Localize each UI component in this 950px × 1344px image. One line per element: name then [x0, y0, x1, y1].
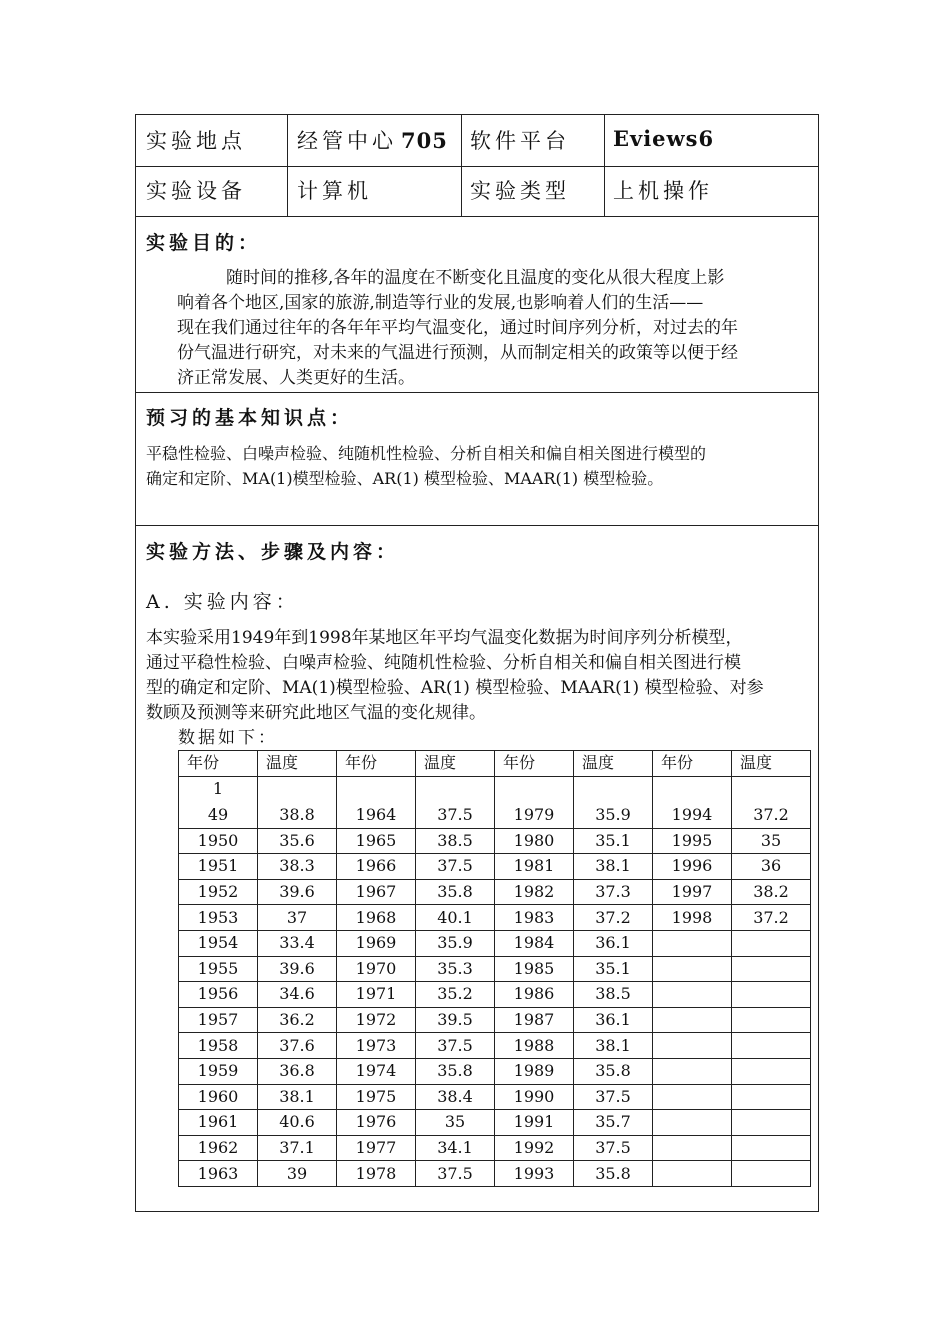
type-label: 实验类型: [470, 179, 570, 203]
table-cell: 1970: [337, 956, 416, 982]
table-cell: [653, 1110, 732, 1136]
table-cell: 33.4: [258, 930, 337, 956]
table-header-cell: 温度: [574, 751, 653, 777]
table-cell: [732, 1161, 811, 1187]
table-row: [179, 1135, 811, 1161]
table-cell: 1988: [495, 1033, 574, 1059]
type-value: 上机操作: [613, 179, 713, 203]
table-cell: 1950: [179, 828, 258, 854]
table-cell: 35.8: [574, 1161, 653, 1187]
table-cell: [653, 1135, 732, 1161]
table-cell: 35.3: [416, 956, 495, 982]
table-cell: 37.5: [416, 1033, 495, 1059]
table-cell: 37.2: [732, 905, 811, 931]
table-cell: 37.5: [416, 1161, 495, 1187]
equipment-label: 实验设备: [146, 179, 246, 203]
table-cell: 35.8: [574, 1058, 653, 1084]
data-intro: 数据如下：: [178, 728, 278, 748]
table-cell: 1985: [495, 956, 574, 982]
table-cell: 1952: [179, 879, 258, 905]
table-cell: 38.1: [574, 854, 653, 880]
table-header-cell: 年份: [495, 751, 574, 777]
table-cell: 38.4: [416, 1084, 495, 1110]
section-divider: [136, 525, 818, 526]
table-row: [179, 1058, 811, 1084]
table-cell: 38.5: [416, 828, 495, 854]
table-cell: [653, 930, 732, 956]
table-cell: 39: [258, 1161, 337, 1187]
table-cell: [732, 1058, 811, 1084]
table-cell: [732, 1007, 811, 1033]
table-cell: [732, 930, 811, 956]
purpose-line: 份气温进行研究，对未来的气温进行预测，从而制定相关的政策等以便于经: [177, 343, 738, 363]
table-cell: 1982: [495, 879, 574, 905]
table-row: [179, 1161, 811, 1187]
table-cell: 1966: [337, 854, 416, 880]
table-header-cell: 温度: [416, 751, 495, 777]
knowledge-line: 确定和定阶、MA(1)模型检验、AR(1) 模型检验、MAAR(1) 模型检验。: [146, 469, 664, 488]
table-cell: 36: [732, 854, 811, 880]
table-cell: 1979: [495, 776, 574, 828]
table-cell: 34.1: [416, 1135, 495, 1161]
table-cell: 34.6: [258, 982, 337, 1008]
lab-report-frame: [135, 114, 819, 1212]
table-body: [179, 751, 811, 1187]
table-header-cell: 年份: [337, 751, 416, 777]
purpose-heading: 实验目的：: [146, 232, 262, 254]
table-cell: [653, 1161, 732, 1187]
table-cell: 35.8: [416, 879, 495, 905]
table-cell: 1951: [179, 854, 258, 880]
table-cell: 1961: [179, 1110, 258, 1136]
method-line: 数顾及预测等来研究此地区气温的变化规律。: [146, 703, 486, 723]
table-cell: 1983: [495, 905, 574, 931]
table-cell: [732, 982, 811, 1008]
table-cell: 40.6: [258, 1110, 337, 1136]
table-cell: 38.1: [258, 1084, 337, 1110]
table-cell: 1980: [495, 828, 574, 854]
table-header-row: [179, 751, 811, 777]
table-cell: 38.8: [258, 776, 337, 828]
table-cell: [653, 982, 732, 1008]
equipment-value: 计算机: [297, 179, 372, 203]
table-cell: 1990: [495, 1084, 574, 1110]
purpose-line: 济正常发展、人类更好的生活。: [177, 368, 415, 388]
table-cell: 37.5: [416, 776, 495, 828]
table-cell: 37: [258, 905, 337, 931]
table-cell: 35.1: [574, 828, 653, 854]
knowledge-line: 平稳性检验、白噪声检验、纯随机性检验、分析自相关和偏自相关图进行模型的: [146, 444, 707, 463]
table-cell: 1956: [179, 982, 258, 1008]
table-cell: 1958: [179, 1033, 258, 1059]
table-cell: 1957: [179, 1007, 258, 1033]
table-row: [179, 905, 811, 931]
table-header-cell: 年份: [179, 751, 258, 777]
table-cell: 1955: [179, 956, 258, 982]
table-cell: 37.5: [574, 1084, 653, 1110]
method-line: 本实验采用1949年到1998年某地区年平均气温变化数据为时间序列分析模型，: [146, 628, 743, 648]
table-cell: 1963: [179, 1161, 258, 1187]
table-cell: 37.1: [258, 1135, 337, 1161]
table-cell: [732, 1033, 811, 1059]
method-heading: 实验方法、步骤及内容：: [146, 541, 400, 563]
table-cell: 1968: [337, 905, 416, 931]
table-cell: 1998: [653, 905, 732, 931]
table-cell: 39.6: [258, 956, 337, 982]
section-divider: [136, 392, 818, 393]
table-cell: 39.6: [258, 879, 337, 905]
table-cell: 1977: [337, 1135, 416, 1161]
table-cell: 36.8: [258, 1058, 337, 1084]
table-cell: 1974: [337, 1058, 416, 1084]
table-cell: 1987: [495, 1007, 574, 1033]
col-divider: [604, 115, 605, 216]
table-cell: 35.9: [416, 930, 495, 956]
col-divider: [287, 115, 288, 216]
purpose-line: 响着各个地区,国家的旅游,制造等行业的发展,也影响着人们的生活——: [177, 293, 704, 313]
knowledge-heading: 预习的基本知识点：: [146, 407, 354, 429]
table-cell: 39.5: [416, 1007, 495, 1033]
table-cell: [732, 1135, 811, 1161]
table-row: [179, 1033, 811, 1059]
table-cell: 1986: [495, 982, 574, 1008]
table-row: [179, 828, 811, 854]
table-cell: 36.1: [574, 1007, 653, 1033]
table-cell: 1992: [495, 1135, 574, 1161]
table-cell: 1976: [337, 1110, 416, 1136]
table-cell: 1967: [337, 879, 416, 905]
row-divider: [136, 166, 818, 167]
table-cell: [653, 1033, 732, 1059]
table-cell: [179, 776, 258, 828]
table-cell: 35.7: [574, 1110, 653, 1136]
table-cell: 1993: [495, 1161, 574, 1187]
table-cell: 1962: [179, 1135, 258, 1161]
table-cell: [653, 1084, 732, 1110]
temperature-table: [178, 750, 811, 1187]
table-cell: 1997: [653, 879, 732, 905]
table-cell: 1965: [337, 828, 416, 854]
table-row: [179, 956, 811, 982]
first-year-top: 1: [212, 778, 224, 798]
purpose-line: 现在我们通过往年的各年年平均气温变化，通过时间序列分析，对过去的年: [177, 318, 738, 338]
table-header-cell: 年份: [653, 751, 732, 777]
table-row: [179, 1110, 811, 1136]
table-cell: 1973: [337, 1033, 416, 1059]
table-row: [179, 982, 811, 1008]
col-divider: [461, 115, 462, 216]
table-cell: 1969: [337, 930, 416, 956]
table-cell: [653, 1007, 732, 1033]
table-cell: 1981: [495, 854, 574, 880]
method-subheading: A. 实验内容：: [146, 591, 299, 613]
table-cell: 1989: [495, 1058, 574, 1084]
method-line: 通过平稳性检验、白噪声检验、纯随机性检验、分析自相关和偏自相关图进行模: [146, 653, 741, 673]
table-row: [179, 776, 811, 828]
table-cell: [653, 956, 732, 982]
table-cell: [732, 956, 811, 982]
table-cell: 35.8: [416, 1058, 495, 1084]
location-room: 705: [401, 128, 448, 153]
table-cell: 35: [732, 828, 811, 854]
table-cell: 1964: [337, 776, 416, 828]
table-cell: 37.2: [574, 905, 653, 931]
table-cell: 38.3: [258, 854, 337, 880]
table-cell: 1975: [337, 1084, 416, 1110]
location-label: 实验地点: [146, 129, 246, 153]
table-cell: 1991: [495, 1110, 574, 1136]
table-cell: 35.9: [574, 776, 653, 828]
table-cell: 1978: [337, 1161, 416, 1187]
table-cell: 36.2: [258, 1007, 337, 1033]
table-cell: 37.5: [574, 1135, 653, 1161]
table-cell: 35.6: [258, 828, 337, 854]
table-cell: 38.1: [574, 1033, 653, 1059]
table-cell: 1960: [179, 1084, 258, 1110]
table-row: [179, 930, 811, 956]
method-line: 型的确定和定阶、MA(1)模型检验、AR(1) 模型检验、MAAR(1) 模型检验、对参: [146, 678, 764, 698]
table-row: [179, 1007, 811, 1033]
table-cell: 35: [416, 1110, 495, 1136]
table-cell: 35.1: [574, 956, 653, 982]
table-cell: 38.2: [732, 879, 811, 905]
table-cell: [732, 1084, 811, 1110]
table-cell: 1996: [653, 854, 732, 880]
table-cell: 1971: [337, 982, 416, 1008]
table-cell: 40.1: [416, 905, 495, 931]
table-cell: 37.5: [416, 854, 495, 880]
table-cell: [732, 1110, 811, 1136]
table-cell: 37.2: [732, 776, 811, 828]
table-cell: 1994: [653, 776, 732, 828]
table-cell: 35.2: [416, 982, 495, 1008]
location-value: [297, 125, 448, 155]
table-cell: 1995: [653, 828, 732, 854]
platform-value: Eviews6: [613, 126, 715, 151]
table-cell: 37.3: [574, 879, 653, 905]
table-cell: 1959: [179, 1058, 258, 1084]
table-cell: 37.6: [258, 1033, 337, 1059]
first-year-bottom: 49: [207, 804, 229, 824]
table-header-cell: 温度: [258, 751, 337, 777]
table-row: [179, 1084, 811, 1110]
table-header-cell: 温度: [732, 751, 811, 777]
table-cell: 1972: [337, 1007, 416, 1033]
purpose-line: 随时间的推移,各年的温度在不断变化且温度的变化从很大程度上影: [226, 268, 725, 288]
location-name: 经管中心: [297, 129, 397, 153]
table-cell: [653, 1058, 732, 1084]
table-row: [179, 879, 811, 905]
table-cell: 36.1: [574, 930, 653, 956]
table-cell: 1954: [179, 930, 258, 956]
table-cell: 1984: [495, 930, 574, 956]
table-cell: 1953: [179, 905, 258, 931]
platform-label: 软件平台: [470, 129, 570, 153]
table-cell: 38.5: [574, 982, 653, 1008]
table-row: [179, 854, 811, 880]
row-divider: [136, 216, 818, 217]
